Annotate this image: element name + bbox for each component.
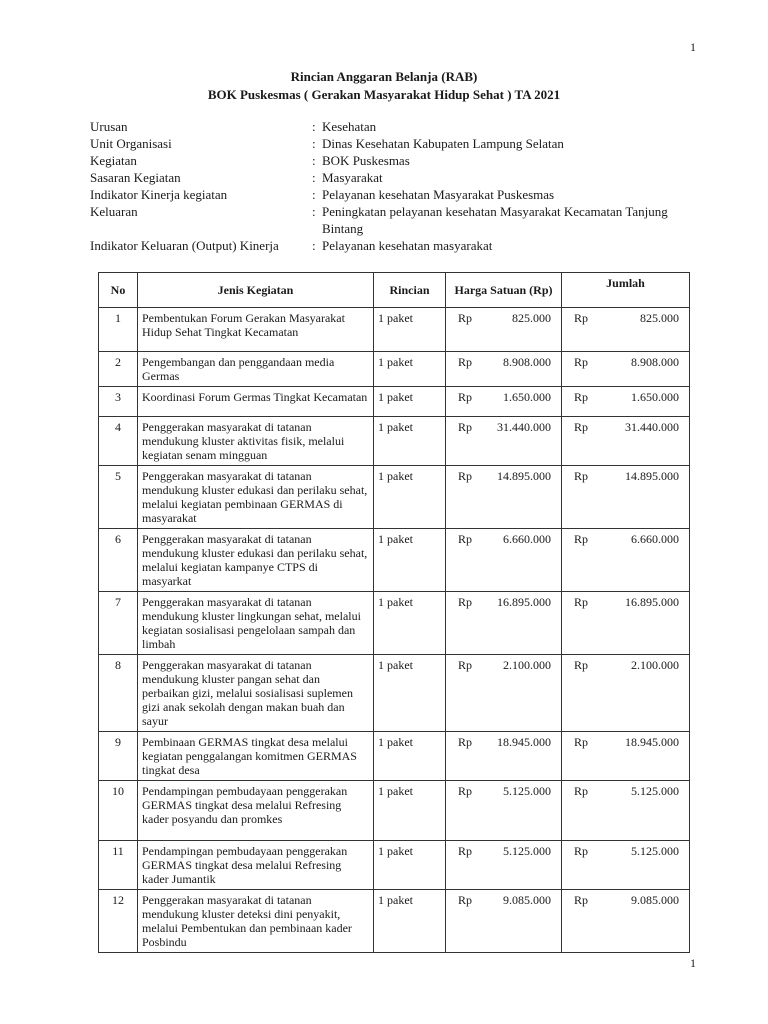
- currency-label: Rp: [574, 658, 589, 672]
- cell-harga-satuan: [446, 841, 562, 890]
- cell-jumlah: [562, 417, 690, 466]
- table-row: [99, 841, 690, 890]
- cell-harga-satuan: [446, 529, 562, 592]
- header-no: No: [99, 273, 138, 308]
- title-line-2: BOK Puskesmas ( Gerakan Masyarakat Hidup Sehat ) TA 2021: [207, 87, 561, 102]
- harga-value: 6.660.000: [503, 532, 551, 546]
- meta-value: BOK Puskesmas: [322, 153, 410, 168]
- currency-label: Rp: [574, 735, 589, 749]
- cell-harga-satuan: [446, 655, 562, 732]
- cell-no: 8: [99, 655, 138, 732]
- meta-label: Kegiatan: [90, 153, 137, 168]
- cell-rincian: 1 paket: [374, 592, 446, 655]
- cell-jumlah: [562, 529, 690, 592]
- currency-label: Rp: [574, 595, 589, 609]
- currency-label: Rp: [458, 735, 473, 749]
- jumlah-value: 5.125.000: [631, 844, 679, 858]
- cell-harga-satuan: [446, 308, 562, 352]
- currency-label: Rp: [574, 784, 589, 798]
- meta-value: Pelayanan kesehatan masyarakat: [322, 238, 493, 253]
- currency-label: Rp: [458, 844, 473, 858]
- meta-row: [90, 118, 690, 135]
- jumlah-value: 9.085.000: [631, 893, 679, 907]
- cell-jenis-kegiatan: Pendampingan pembudayaan penggerakan GERMAS tingkat desa melalui Refresing kader Jumantik: [138, 841, 374, 890]
- cell-rincian: 1 paket: [374, 655, 446, 732]
- cell-harga-satuan: [446, 592, 562, 655]
- currency-label: Rp: [574, 532, 589, 546]
- cell-rincian: 1 paket: [374, 352, 446, 387]
- jumlah-value: 1.650.000: [631, 390, 679, 404]
- cell-rincian: 1 paket: [374, 529, 446, 592]
- title-line-1: Rincian Anggaran Belanja (RAB): [290, 69, 478, 84]
- cell-jenis-kegiatan: Penggerakan masyarakat di tatanan mendukung kluster pangan sehat dan perbaikan gizi, melalui sosialisasi suplemen gizi anak sekolah dengan makan buah dan sayur: [138, 655, 374, 732]
- currency-label: Rp: [574, 893, 589, 907]
- cell-jenis-kegiatan: Penggerakan masyarakat di tatanan mendukung kluster aktivitas fisik, melalui kegiatan senam mingguan: [138, 417, 374, 466]
- meta-colon: :: [312, 238, 316, 253]
- currency-label: Rp: [458, 469, 473, 483]
- currency-label: Rp: [458, 893, 473, 907]
- cell-jumlah: [562, 732, 690, 781]
- cell-harga-satuan: [446, 781, 562, 841]
- meta-colon: :: [312, 204, 316, 219]
- harga-value: 14.895.000: [497, 469, 551, 483]
- cell-rincian: 1 paket: [374, 466, 446, 529]
- meta-value: Pelayanan kesehatan Masyarakat Puskesmas: [322, 187, 555, 202]
- currency-label: Rp: [574, 355, 589, 369]
- table-row: [99, 592, 690, 655]
- cell-no: 1: [99, 308, 138, 352]
- cell-no: 7: [99, 592, 138, 655]
- jumlah-value: 5.125.000: [631, 784, 679, 798]
- meta-label: Keluaran: [90, 204, 138, 219]
- meta-info: [90, 118, 690, 254]
- cell-jenis-kegiatan: Penggerakan masyarakat di tatanan mendukung kluster deteksi dini penyakit, melalui Pembentukan dan pembinaan kader Posbindu: [138, 890, 374, 953]
- meta-value: Peningkatan pelayanan kesehatan Masyarakat Kecamatan Tanjung Bintang: [322, 204, 668, 236]
- cell-jenis-kegiatan: Pengembangan dan penggandaan media Germas: [138, 352, 374, 387]
- cell-jumlah: [562, 308, 690, 352]
- meta-row: [90, 169, 690, 186]
- cell-rincian: 1 paket: [374, 841, 446, 890]
- cell-harga-satuan: [446, 890, 562, 953]
- cell-rincian: 1 paket: [374, 387, 446, 417]
- table-row: [99, 529, 690, 592]
- cell-harga-satuan: [446, 387, 562, 417]
- harga-value: 8.908.000: [503, 355, 551, 369]
- cell-no: 9: [99, 732, 138, 781]
- header-harga-satuan: Harga Satuan (Rp): [446, 273, 562, 308]
- currency-label: Rp: [574, 844, 589, 858]
- harga-value: 1.650.000: [503, 390, 551, 404]
- cell-harga-satuan: [446, 732, 562, 781]
- meta-colon: :: [312, 153, 316, 168]
- currency-label: Rp: [458, 355, 473, 369]
- cell-jenis-kegiatan: Koordinasi Forum Germas Tingkat Kecamatan: [138, 387, 374, 417]
- jumlah-value: 18.945.000: [625, 735, 679, 749]
- harga-value: 9.085.000: [503, 893, 551, 907]
- cell-no: 3: [99, 387, 138, 417]
- meta-label: Sasaran Kegiatan: [90, 170, 181, 185]
- cell-harga-satuan: [446, 466, 562, 529]
- cell-rincian: 1 paket: [374, 781, 446, 841]
- cell-rincian: 1 paket: [374, 308, 446, 352]
- meta-label: Unit Organisasi: [90, 136, 172, 151]
- cell-rincian: 1 paket: [374, 417, 446, 466]
- document-title: [0, 68, 768, 104]
- cell-no: 4: [99, 417, 138, 466]
- table-row: [99, 781, 690, 841]
- cell-jenis-kegiatan: Pendampingan pembudayaan penggerakan GERMAS tingkat desa melalui Refresing kader posyandu dan promkes: [138, 781, 374, 841]
- cell-jenis-kegiatan: Penggerakan masyarakat di tatanan mendukung kluster lingkungan sehat, melalui kegiatan sosialisasi pengelolaan sampah dan limbah: [138, 592, 374, 655]
- table-row: [99, 417, 690, 466]
- cell-rincian: 1 paket: [374, 890, 446, 953]
- meta-row: [90, 152, 690, 169]
- page-number-top: 1: [690, 40, 696, 54]
- meta-colon: :: [312, 136, 316, 151]
- jumlah-value: 14.895.000: [625, 469, 679, 483]
- harga-value: 31.440.000: [497, 420, 551, 434]
- currency-label: Rp: [574, 420, 589, 434]
- cell-jumlah: [562, 655, 690, 732]
- cell-harga-satuan: [446, 417, 562, 466]
- currency-label: Rp: [458, 784, 473, 798]
- jumlah-value: 2.100.000: [631, 658, 679, 672]
- header-jenis-kegiatan: Jenis Kegiatan: [138, 273, 374, 308]
- table-row: [99, 387, 690, 417]
- meta-colon: :: [312, 187, 316, 202]
- cell-jenis-kegiatan: Pembentukan Forum Gerakan Masyarakat Hidup Sehat Tingkat Kecamatan: [138, 308, 374, 352]
- currency-label: Rp: [458, 658, 473, 672]
- cell-jumlah: [562, 592, 690, 655]
- table-header-row: [99, 273, 690, 308]
- table-row: [99, 352, 690, 387]
- currency-label: Rp: [458, 311, 473, 325]
- meta-colon: :: [312, 119, 316, 134]
- meta-row: [90, 186, 690, 203]
- cell-jumlah: [562, 841, 690, 890]
- jumlah-value: 16.895.000: [625, 595, 679, 609]
- cell-no: 10: [99, 781, 138, 841]
- meta-row: [90, 203, 690, 237]
- meta-row: [90, 237, 690, 254]
- table-row: [99, 655, 690, 732]
- header-rincian: Rincian: [374, 273, 446, 308]
- cell-harga-satuan: [446, 352, 562, 387]
- meta-label: Urusan: [90, 119, 128, 134]
- cell-jumlah: [562, 466, 690, 529]
- meta-value: Masyarakat: [322, 170, 383, 185]
- harga-value: 2.100.000: [503, 658, 551, 672]
- meta-colon: :: [312, 170, 316, 185]
- table-row: [99, 308, 690, 352]
- harga-value: 825.000: [512, 311, 551, 325]
- page-number-bottom: 1: [690, 956, 696, 970]
- cell-jenis-kegiatan: Pembinaan GERMAS tingkat desa melalui kegiatan penggalangan komitmen GERMAS tingkat desa: [138, 732, 374, 781]
- currency-label: Rp: [574, 469, 589, 483]
- cell-jumlah: [562, 352, 690, 387]
- cell-jenis-kegiatan: Penggerakan masyarakat di tatanan mendukung kluster edukasi dan perilaku sehat, melalui kegiatan kampanye CTPS di masyarkat: [138, 529, 374, 592]
- cell-no: 5: [99, 466, 138, 529]
- harga-value: 5.125.000: [503, 844, 551, 858]
- cell-no: 6: [99, 529, 138, 592]
- meta-row: [90, 135, 690, 152]
- meta-value: Dinas Kesehatan Kabupaten Lampung Selatan: [322, 136, 564, 151]
- cell-jenis-kegiatan: Penggerakan masyarakat di tatanan mendukung kluster edukasi dan perilaku sehat, melalui kegiatan pembinaan GERMAS di masyarakat: [138, 466, 374, 529]
- cell-rincian: 1 paket: [374, 732, 446, 781]
- jumlah-value: 31.440.000: [625, 420, 679, 434]
- cell-no: 12: [99, 890, 138, 953]
- meta-value: Kesehatan: [322, 119, 377, 134]
- rab-table: [98, 272, 690, 953]
- cell-jumlah: [562, 387, 690, 417]
- table-row: [99, 732, 690, 781]
- currency-label: Rp: [574, 311, 589, 325]
- currency-label: Rp: [458, 390, 473, 404]
- table-row: [99, 890, 690, 953]
- cell-jumlah: [562, 890, 690, 953]
- currency-label: Rp: [574, 390, 589, 404]
- jumlah-value: 6.660.000: [631, 532, 679, 546]
- harga-value: 5.125.000: [503, 784, 551, 798]
- cell-jumlah: [562, 781, 690, 841]
- jumlah-value: 825.000: [640, 311, 679, 325]
- currency-label: Rp: [458, 420, 473, 434]
- table-row: [99, 466, 690, 529]
- jumlah-value: 8.908.000: [631, 355, 679, 369]
- meta-label: Indikator Keluaran (Output) Kinerja: [90, 238, 279, 253]
- cell-no: 2: [99, 352, 138, 387]
- harga-value: 18.945.000: [497, 735, 551, 749]
- meta-label: Indikator Kinerja kegiatan: [90, 187, 228, 202]
- currency-label: Rp: [458, 532, 473, 546]
- header-jumlah: Jumlah: [562, 273, 690, 308]
- harga-value: 16.895.000: [497, 595, 551, 609]
- cell-no: 11: [99, 841, 138, 890]
- currency-label: Rp: [458, 595, 473, 609]
